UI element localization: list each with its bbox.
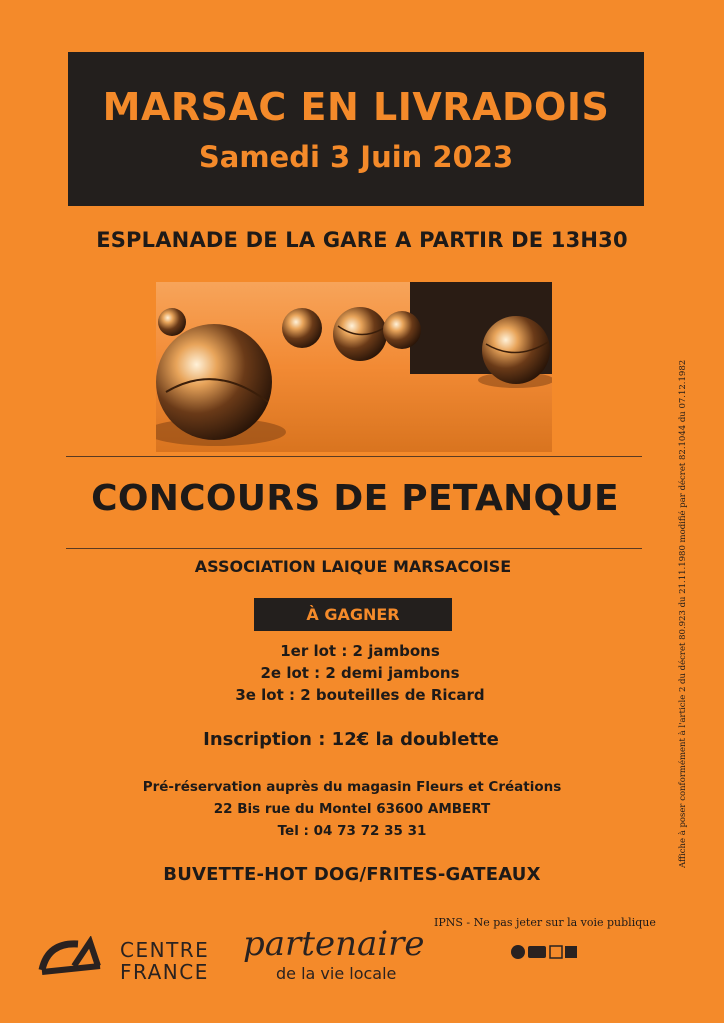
- credit-agricole-logo-icon: [38, 936, 104, 980]
- recycling-icons: [510, 944, 580, 960]
- event-location: ESPLANADE DE LA GARE A PARTIR DE 13H30: [96, 228, 628, 252]
- reservation-address: 22 Bis rue du Montel 63600 AMBERT: [213, 801, 491, 817]
- legal-side-note: [674, 359, 696, 870]
- reservation-phone: Tel : 04 73 72 35 31: [277, 823, 427, 839]
- divider-bottom: [66, 548, 642, 549]
- prize-1: 1er lot : 2 jambons: [280, 642, 440, 660]
- organizer: ASSOCIATION LAIQUE MARSACOISE: [194, 557, 512, 576]
- legal-side-note-text: Affiche à poser conformément à l'article 2 du décret 80.923 du 21.11.1980 modifié par décret 82.1044 du 07.12.1982: [678, 359, 688, 868]
- inscription-fee: Inscription : 12€ la doublette: [203, 729, 499, 750]
- event-title: CONCOURS DE PETANQUE: [91, 478, 619, 519]
- header-banner: [68, 52, 644, 206]
- reservation-line-1: Pré-réservation auprès du magasin Fleurs et Créations: [142, 779, 562, 795]
- vie-locale: de la vie locale: [276, 964, 397, 983]
- partenaire-script: partenaire: [243, 924, 425, 964]
- prizes-heading: À GAGNER: [254, 598, 452, 631]
- divider-top: [66, 456, 642, 457]
- refreshments: BUVETTE-HOT DOG/FRITES-GATEAUX: [163, 864, 541, 885]
- prize-3: 3e lot : 2 bouteilles de Ricard: [235, 686, 485, 704]
- prize-2: 2e lot : 2 demi jambons: [260, 664, 460, 682]
- petanque-balls-photo: [156, 282, 552, 452]
- sponsor-name-line-2: FRANCE: [120, 960, 209, 984]
- ipns-notice: IPNS - Ne pas jeter sur la voie publique: [434, 916, 656, 929]
- event-date: Samedi 3 Juin 2023: [198, 140, 514, 174]
- sponsor-name-line-1: CENTRE: [120, 938, 210, 962]
- town-name: MARSAC EN LIVRADOIS: [102, 85, 610, 129]
